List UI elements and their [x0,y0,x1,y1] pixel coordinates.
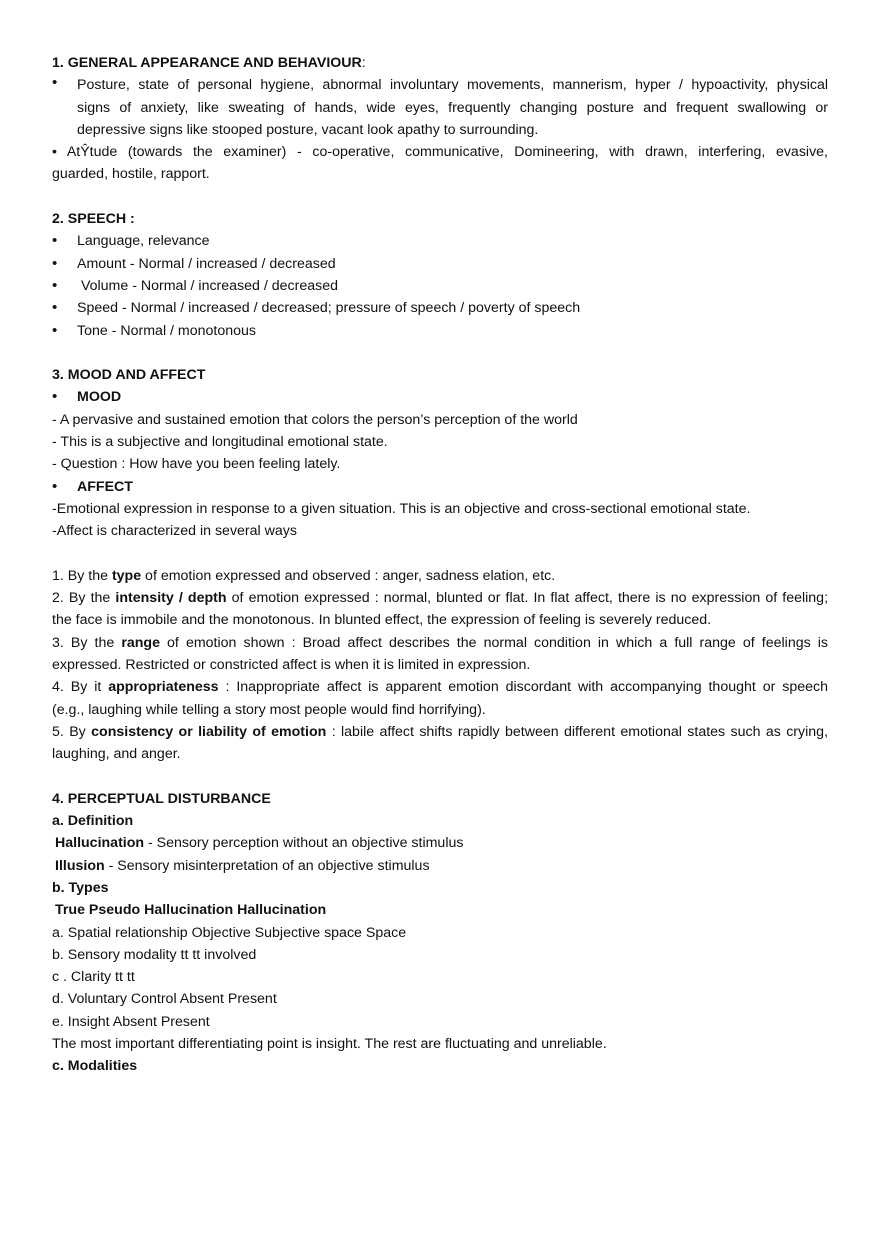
affect-point-5: 5. By consistency or liability of emotion : labile affect shifts rapidly between different emotional states such as crying, [52,723,829,740]
types-heading: b. Types [52,879,109,896]
affect-point-2-cont: the face is immobile and the monotonous. In blunted effect, the expression of feeling is severely reduced. [52,612,712,629]
types-row: b. Sensory modality tt tt involved [52,946,257,963]
affect-point-4: 4. By it appropriateness : Inappropriate affect is apparent emotion discordant with accompanying thought or speech [52,679,828,696]
speech-item: • Tone - Normal / monotonous [52,320,828,342]
affect-point-1: 1. By the type of emotion expressed and observed : anger, sadness elation, etc. [52,567,556,584]
section-4-heading: 4. PERCEPTUAL DISTURBANCE [52,790,271,807]
modalities-heading: c. Modalities [52,1058,138,1075]
section-1-heading: 1. GENERAL APPEARANCE AND BEHAVIOUR: [52,55,366,71]
affect-label: • AFFECT [52,476,828,498]
speech-item: • Language, relevance [52,230,828,252]
types-table-header: True Pseudo Hallucination Hallucination [55,902,327,919]
types-row: e. Insight Absent Present [52,1013,210,1030]
definition-heading: a. Definition [52,813,134,830]
bullet-icon: • [52,74,58,92]
types-row: d. Voluntary Control Absent Present [52,991,277,1008]
speech-item: • Amount - Normal / increased / decreased [52,253,828,275]
attitude-line: • AtŶtude (towards the examiner) - co-operative, communicative, Domineering, with drawn, interfering, evasive, [52,144,828,161]
affect-line: -Emotional expression in response to a given situation. This is an objective and cross-sectional emotional state. [52,500,751,517]
section-2-heading: 2. SPEECH : [52,211,135,228]
affect-point-4-cont: (e.g., laughing while telling a story most people would find horrifying). [52,701,486,718]
mood-line: - This is a subjective and longitudinal emotional state. [52,434,388,451]
mood-line: - Question : How have you been feeling lately. [52,456,341,473]
affect-point-3-cont: expressed. Restricted or constricted affect is when it is limited in expression. [52,657,531,674]
attitude-line: guarded, hostile, rapport. [52,166,210,183]
insight-note: The most important differentiating point is insight. The rest are fluctuating and unreliable. [52,1036,607,1053]
hallucination-definition: Hallucination - Sensory perception without an objective stimulus [55,835,464,852]
speech-item: • Volume - Normal / increased / decreased [52,275,828,297]
illusion-definition: Illusion - Sensory misinterpretation of an objective stimulus [55,857,430,874]
mood-label: • MOOD [52,386,828,408]
affect-point-2: 2. By the intensity / depth of emotion expressed : normal, blunted or flat. In flat affect, there is no expression of feeling; [52,590,829,607]
affect-point-3: 3. By the range of emotion shown : Broad affect describes the normal condition in which a full range of feelings is [52,634,829,651]
affect-point-5-cont: laughing, and anger. [52,746,181,763]
types-row: c . Clarity tt tt [52,969,135,986]
document-page [52,52,828,1078]
section-1-bullet: • Posture, state of personal hygiene, abnormal involuntary movements, mannerism, hyper / hypoactivity, physical signs of anxiety, like sweating of hands, wide eyes, frequently changing posture and frequent swallowing or depressive signs like stooped posture, vacant look apathy to surrounding. [52,74,828,138]
types-row: a. Spatial relationship Objective Subjective space Space [52,924,407,941]
mood-line: - A pervasive and sustained emotion that colors the person’s perception of the world [52,411,578,428]
speech-item: • Speed - Normal / increased / decreased; pressure of speech / poverty of speech [52,297,828,319]
affect-line: -Affect is characterized in several ways [52,523,297,540]
section-3-heading: 3. MOOD AND AFFECT [52,367,206,384]
